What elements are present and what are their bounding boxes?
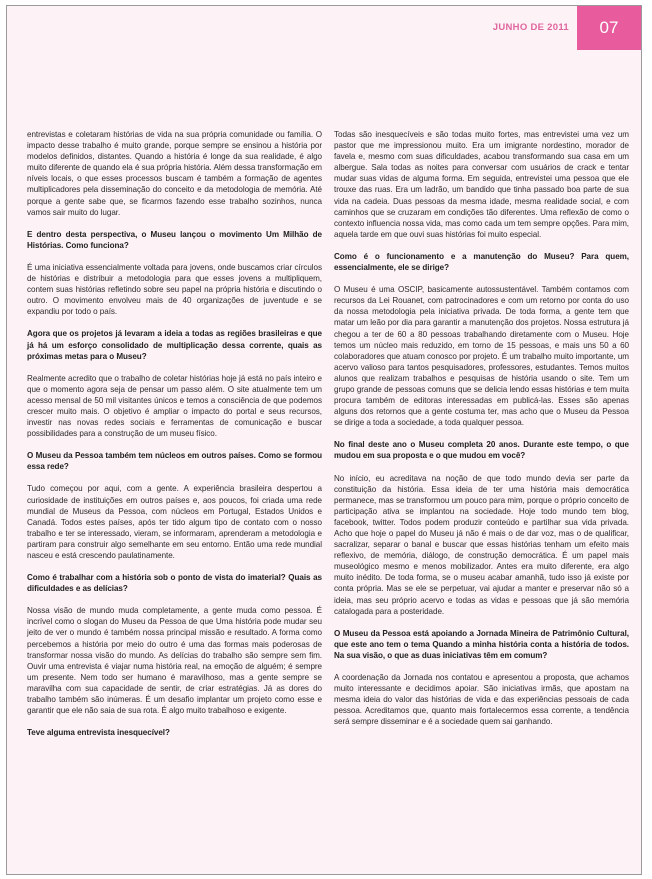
page-header [7, 6, 641, 50]
answer-paragraph: É uma iniciativa essencialmente voltada para jovens, onde buscamos criar círculos de histórias e distribuir a metodologia para que esses jovens a multipliquem, contem suas histórias refletindo sobre seu papel na própria história e discutindo o outro. O movimento envolveu mais de 40 organizações de juventude e se expandiu por todo o país. [27, 262, 322, 317]
question-heading: Como é trabalhar com a história sob o ponto de vista do imaterial? Quais as dificuldades e as delícias? [27, 573, 322, 594]
answer-paragraph: O Museu é uma OSCIP, basicamente autossustentável. Também contamos com recursos da Lei Rouanet, com patrocinadores e com um retorno por conta do uso da nossa metodologia pela iniciativa privada. De toda forma, a gente tem que matar um leão por dia para garantir a manutenção dos projetos. Nossa estrutura já chegou a ter de 60 a 80 pessoas trabalhando diretamente com o Museu. Hoje temos um núcleo mais reduzido, em torno de 15 pessoas, e mais uns 50 a 60 colaboradores que atuam conosco por projeto. É um trabalho muito importante, um acervo valioso para tantos pesquisadores, professores, estudantes. Temos muitos alunos que realizam trabalhos e pesquisas de história usando o site. Tem um grupo grande de pessoas comuns que se delicia lendo essas histórias e tem muita procura também de editoras interessadas em publicá-las. Esses são apenas alguns dos retornos que a gente costuma ter, mas acho que o Museu da Pessoa se dirige a toda a sociedade, a toda qualquer pessoa. [334, 285, 629, 428]
answer-paragraph: Nossa visão de mundo muda completamente, a gente muda como pessoa. É incrível como o slogan do Museu da Pessoa de que Uma história pode mudar seu jeito de ver o mundo é também nossa principal missão e resultado. A forma como percebemos a história por meio do outro é uma das formas mais poderosas de transformar nossa visão do mundo. As delícias do trabalho são sempre sem fim. Ouvir uma entrevista é viajar numa história real, na emoção de alguém; é sempre um presente. Nem todo ser humano é maravilhoso, mas a gente sempre se maravilha com sua capacidade de sentir, de criar estratégias. Já as dores do trabalho também são inúmeras. É um desafio implantar um projeto como esse e garantir que ele não saia de sua rota. É algo muito trabalhoso e exigente. [27, 606, 322, 716]
question-heading: O Museu da Pessoa também tem núcleos em outros países. Como se formou essa rede? [27, 451, 322, 472]
right-column [334, 129, 629, 739]
question-heading: E dentro desta perspectiva, o Museu lançou o movimento Um Milhão de Histórias. Como funciona? [27, 229, 322, 250]
page-number: 07 [577, 6, 641, 50]
answer-paragraph: Todas são inesquecíveis e são todas muito fortes, mas entrevistei uma vez um pastor que me impressionou muito. Era um imigrante nordestino, morador de favela e, mesmo com suas dificuldades, acabou transformando sua casa em um albergue. Sala todas as noites para conversar com usuários de crack e tentar mudar suas vidas de alguma forma. Em seguida, entrevistei uma pessoa que ele trouxe das ruas. Era um ladrão, um bandido que tinha passado boa parte de sua vida na cadeia. Duas pessoas da mesma idade, mesma realidade social, e com caminhos que se cruzaram em condições tão diferentes. Uma reflexão de como o contexto influencia nossa vida, mas como cada um tem sempre opções. Para mim, aquela tarde em que ouvi suas histórias foi muito especial. [334, 130, 629, 239]
answer-paragraph: Tudo começou por aqui, com a gente. A experiência brasileira despertou a curiosidade de instituições em outros países e, aos poucos, foi criada uma rede mundial de Museus da Pessoa, com núcleos em Portugal, Estados Unidos e Canadá. Todos estes países, após ter tido algum tipo de contato com o nosso trabalho e ter se interessado, vieram, se informaram, aprenderam a metodologia e partiram para construir algo semelhante em seu entorno. Então uma rede mundial nasceu e está crescendo paulatinamente. [27, 484, 322, 560]
question-heading: O Museu da Pessoa está apoiando a Jornada Mineira de Patrimônio Cultural, que este ano tem o tema Quando a minha história conta a história de todos. Na sua visão, o que as duas iniciativas têm em comum? [334, 628, 629, 660]
issue-date: JUNHO DE 2011 [492, 22, 569, 33]
question-heading: No final deste ano o Museu completa 20 anos. Durante este tempo, o que mudou em sua proposta e o que mudou em você? [334, 440, 629, 461]
answer-paragraph: entrevistas e coletaram histórias de vida na sua própria comunidade ou família. O impacto desse trabalho é muito grande, porque sempre se ensinou a história por modelos definidos, distantes. Quando a história é longe da sua realidade, é algo muito diferente de quando ela é sua própria história. Além dessa transformação em níveis locais, o que esses processos buscam é também a formação de agentes multiplicadores pela disseminação do conceito e da metodologia de memória. Até porque a gente sabe que, se ficarmos fazendo esse trabalho sozinhos, nunca vamos sair muito do lugar. [27, 130, 322, 217]
answer-paragraph: No início, eu acreditava na noção de que todo mundo devia ser parte da constituição da história. Essa ideia de ter uma história mais democrática permanece, mas se transformou um pouco para mim, porque o próprio conceito de participação ativa se implantou na sociedade. Hoje todo mundo tem blog, facebook, twitter. Todos podem produzir conteúdo e partilhar sua vida privada. Acho que hoje o papel do Museu já não é mais o de dar voz, mas o de qualificar, sacralizar, separar o banal e buscar que essas histórias tenham um efeito mais reflexivo, de memória, diálogo, de construção democrática. É um papel mais museológico mesmo e menos mobilizador. Antes era muito diferente, era algo muito inédito. De toda forma, se o museu acabar amanhã, tudo isso já existe por conta própria. Mas se ele se perpetuar, vai ajudar a manter e preservar não só a ideia, mas seu próprio acervo e todas as vidas e pessoas que já são memória catalogada para a posteridade. [334, 473, 629, 616]
question-heading: Teve alguma entrevista inesquecível? [27, 728, 170, 738]
left-column [27, 129, 322, 749]
question-heading: Agora que os projetos já levaram a ideia a todas as regiões brasileiras e que já há um esforço consolidado de multiplicação dessa corrente, quais as próximas metas para o Museu? [27, 329, 322, 361]
magazine-page [6, 5, 642, 875]
question-heading: Como é o funcionamento e a manutenção do Museu? Para quem, essencialmente, ele se dirige? [334, 251, 629, 273]
answer-paragraph: A coordenação da Jornada nos contatou e apresentou a proposta, que achamos muito interessante e decidimos apoiar. São iniciativas irmãs, que apostam na mesma ideia do valor das histórias de vida e das experiências pessoais de cada pessoa. Acreditamos que, quanto mais fortalecermos essa corrente, a tendência será sempre disseminar e é a sociedade quem sai ganhando. [334, 673, 629, 727]
answer-paragraph: Realmente acredito que o trabalho de coletar histórias hoje já está no país inteiro e que o momento agora seja de pensar um passo além. O site atualmente tem um acesso mensal de 50 mil visitantes únicos e temos a consciência de que podemos crescer muito mais. O objetivo é ampliar o impacto do portal e seus recursos, investir nas novas redes sociais e ferramentas de comunicação e buscar possibilidades para a construção de um museu físico. [27, 373, 322, 439]
